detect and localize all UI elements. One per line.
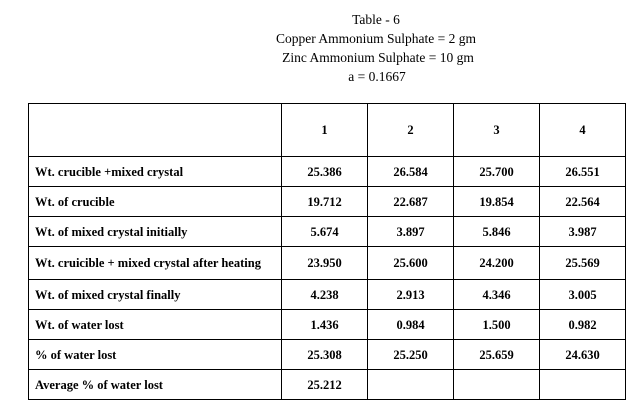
header-cell-3: 3: [454, 104, 540, 157]
row-label: Average % of water lost: [29, 370, 282, 400]
header-cell-1: 1: [282, 104, 368, 157]
table-cell: 3.897: [368, 217, 454, 247]
table-cell: 5.846: [454, 217, 540, 247]
copper-ammonium-sulphate-mass: Copper Ammonium Sulphate = 2 gm: [276, 31, 476, 46]
table-caption: [0, 10, 636, 86]
table-row: [29, 370, 626, 400]
table-cell: 25.700: [454, 157, 540, 187]
row-label: Wt. of mixed crystal finally: [29, 280, 282, 310]
table-cell: 24.630: [540, 340, 626, 370]
header-cell-empty: [29, 104, 282, 157]
table-cell: 0.984: [368, 310, 454, 340]
table-row: [29, 187, 626, 217]
table-row: [29, 310, 626, 340]
table-cell: 25.386: [282, 157, 368, 187]
table-cell: 3.987: [540, 217, 626, 247]
table-title: Table - 6: [352, 12, 400, 27]
table-cell: 19.854: [454, 187, 540, 217]
table-cell: 26.584: [368, 157, 454, 187]
table-cell: 25.212: [282, 370, 368, 400]
row-label: Wt. of crucible: [29, 187, 282, 217]
table-cell: 22.564: [540, 187, 626, 217]
data-table: [28, 103, 626, 400]
table-cell: 4.346: [454, 280, 540, 310]
row-label: Wt. cruicible + mixed crystal after heating: [29, 247, 282, 280]
table-cell: 5.674: [282, 217, 368, 247]
table-row: [29, 280, 626, 310]
table-cell: [368, 370, 454, 400]
table-cell: 23.950: [282, 247, 368, 280]
table-cell: 25.569: [540, 247, 626, 280]
table-cell: 1.436: [282, 310, 368, 340]
table-header-row: [29, 104, 626, 157]
table-cell: 24.200: [454, 247, 540, 280]
table-cell: 0.982: [540, 310, 626, 340]
table-row: [29, 247, 626, 280]
zinc-ammonium-sulphate-mass: Zinc Ammonium Sulphate = 10 gm: [282, 50, 474, 65]
table-cell: 22.687: [368, 187, 454, 217]
table-cell: 3.005: [540, 280, 626, 310]
table-cell: 2.913: [368, 280, 454, 310]
table-cell: 25.659: [454, 340, 540, 370]
ratio-a-value: a = 0.1667: [348, 69, 406, 84]
table-cell: 25.250: [368, 340, 454, 370]
table-row: [29, 217, 626, 247]
row-label: Wt. of water lost: [29, 310, 282, 340]
table-cell: [454, 370, 540, 400]
header-cell-2: 2: [368, 104, 454, 157]
header-cell-4: 4: [540, 104, 626, 157]
row-label: Wt. crucible +mixed crystal: [29, 157, 282, 187]
row-label: Wt. of mixed crystal initially: [29, 217, 282, 247]
table-cell: 19.712: [282, 187, 368, 217]
table-cell: 1.500: [454, 310, 540, 340]
table-row: [29, 157, 626, 187]
table-cell: 26.551: [540, 157, 626, 187]
table-cell: 4.238: [282, 280, 368, 310]
table-cell: [540, 370, 626, 400]
table-cell: 25.308: [282, 340, 368, 370]
table-cell: 25.600: [368, 247, 454, 280]
row-label: % of water lost: [29, 340, 282, 370]
table-row: [29, 340, 626, 370]
